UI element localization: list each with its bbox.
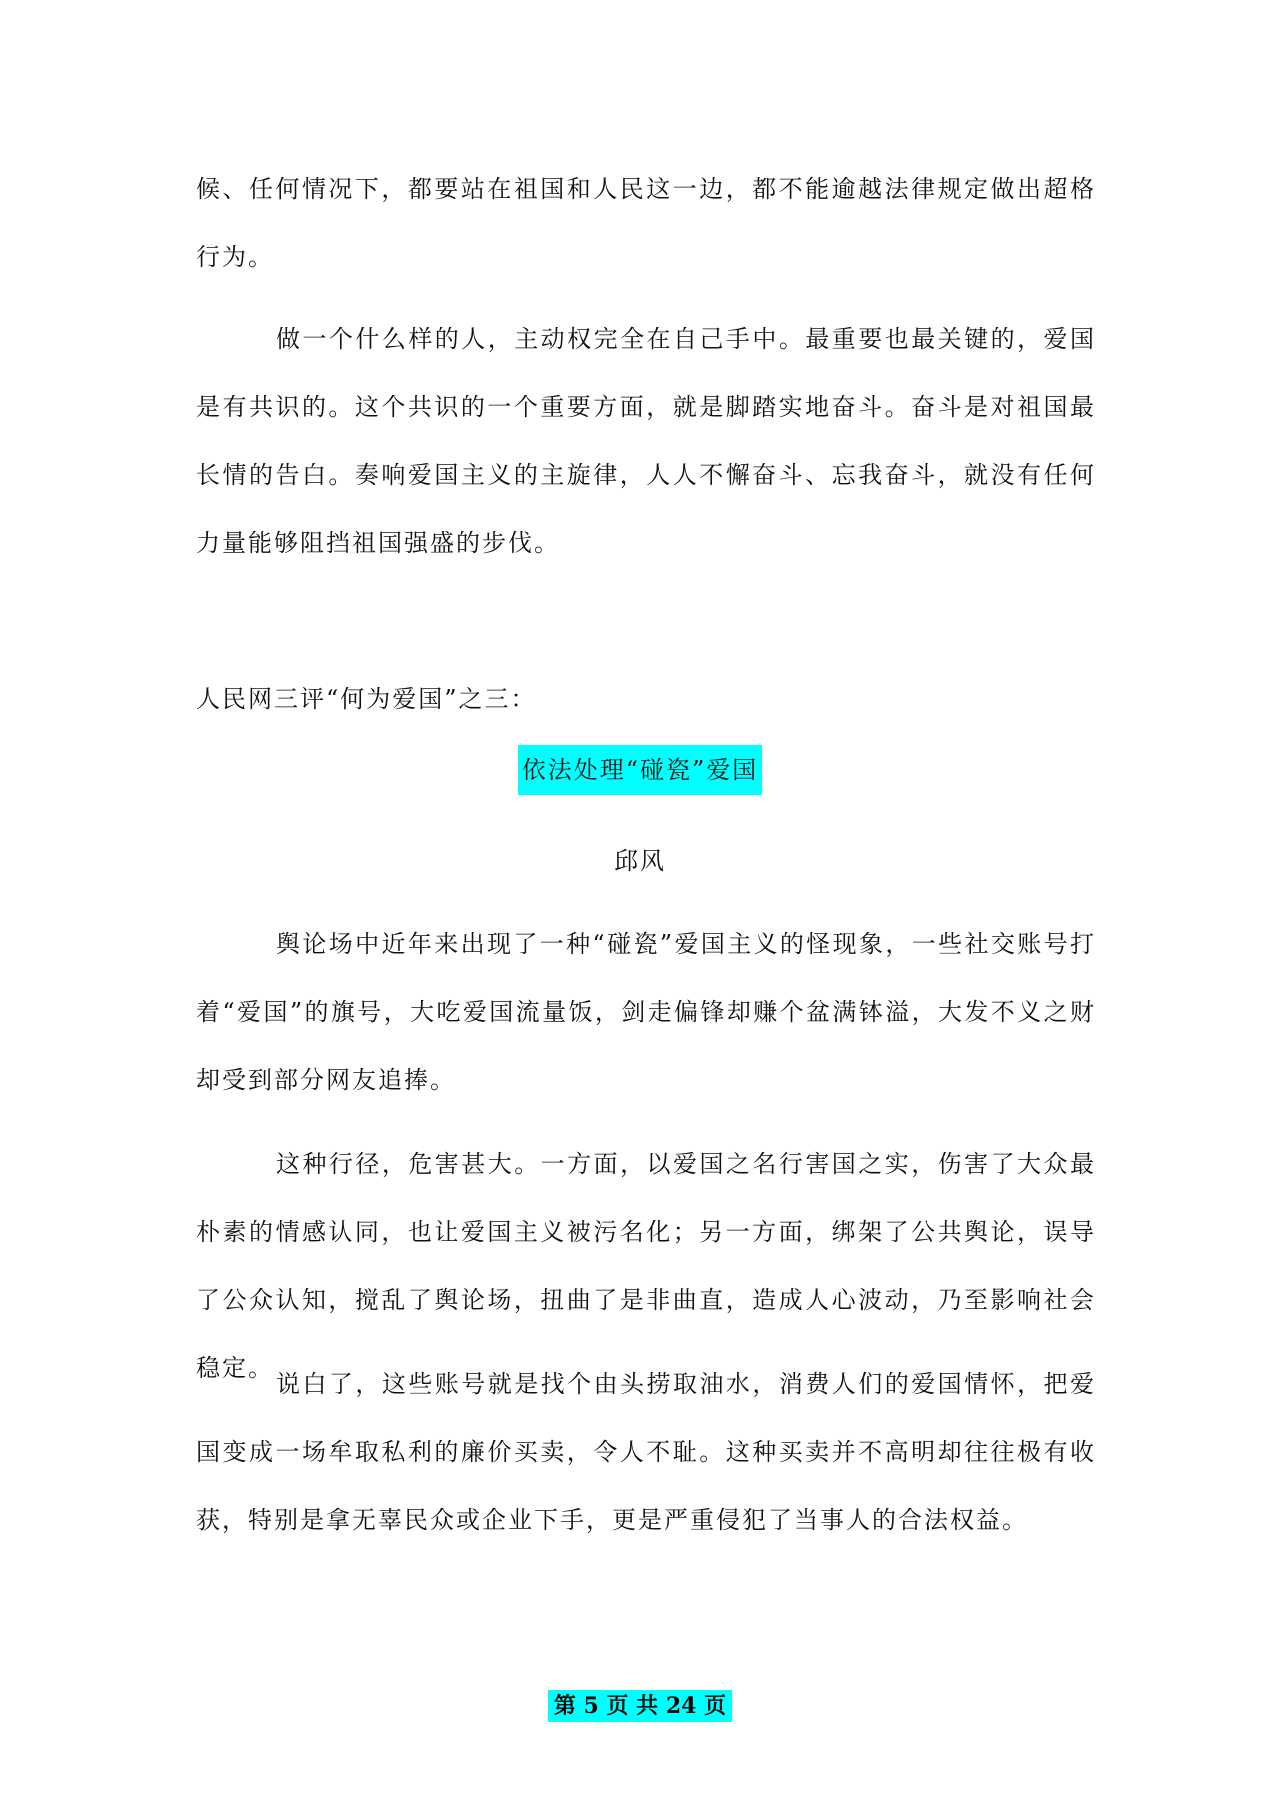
page-number: 第 5 页 共 24 页 (548, 1690, 732, 1722)
article-author: 邱风 (614, 847, 666, 875)
page-footer (0, 1690, 1280, 1722)
paragraph-struggle: 做一个什么样的人，主动权完全在自己手中。最重要也最关键的，爱国是有共识的。这个共识的一个重要方面，就是脚踏实地奋斗。奋斗是对祖国最长情的告白。奏响爱国主义的主旋律，人人不懈奋斗、忘我奋斗，就没有任何力量能够阻挡祖国强盛的步伐。 (196, 325, 1096, 557)
paragraph-body-2: 这种行径，危害甚大。一方面，以爱国之名行害国之实，伤害了大众最朴素的情感认同，也让爱国主义被污名化；另一方面，绑架了公共舆论，误导了公众认知，搅乱了舆论场，扭曲了是非曲直，造成人心波动，乃至影响社会稳定。 (196, 1150, 1096, 1382)
article-title-wrapper (0, 745, 1280, 795)
paragraph-body-1: 舆论场中近年来出现了一种“碰瓷”爱国主义的怪现象，一些社交账号打着“爱国”的旗号，大吃爱国流量饭，剑走偏锋却赚个盆满钵溢，大发不义之财却受到部分网友追捧。 (196, 930, 1096, 1094)
paragraph-continuation: 候、任何情况下，都要站在祖国和人民这一边，都不能逾越法律规定做出超格行为。 (196, 175, 1096, 271)
article-title: 依法处理“碰瓷”爱国 (518, 745, 763, 795)
paragraph-body-3: 说白了，这些账号就是找个由头捞取油水，消费人们的爱国情怀，把爱国变成一场牟取私利的廉价买卖，令人不耻。这种买卖并不高明却往往极有收获，特别是拿无辜民众或企业下手，更是严重侵犯了当事人的合法权益。 (196, 1370, 1096, 1534)
section-label: 人民网三评“何为爱国”之三： (196, 685, 537, 713)
